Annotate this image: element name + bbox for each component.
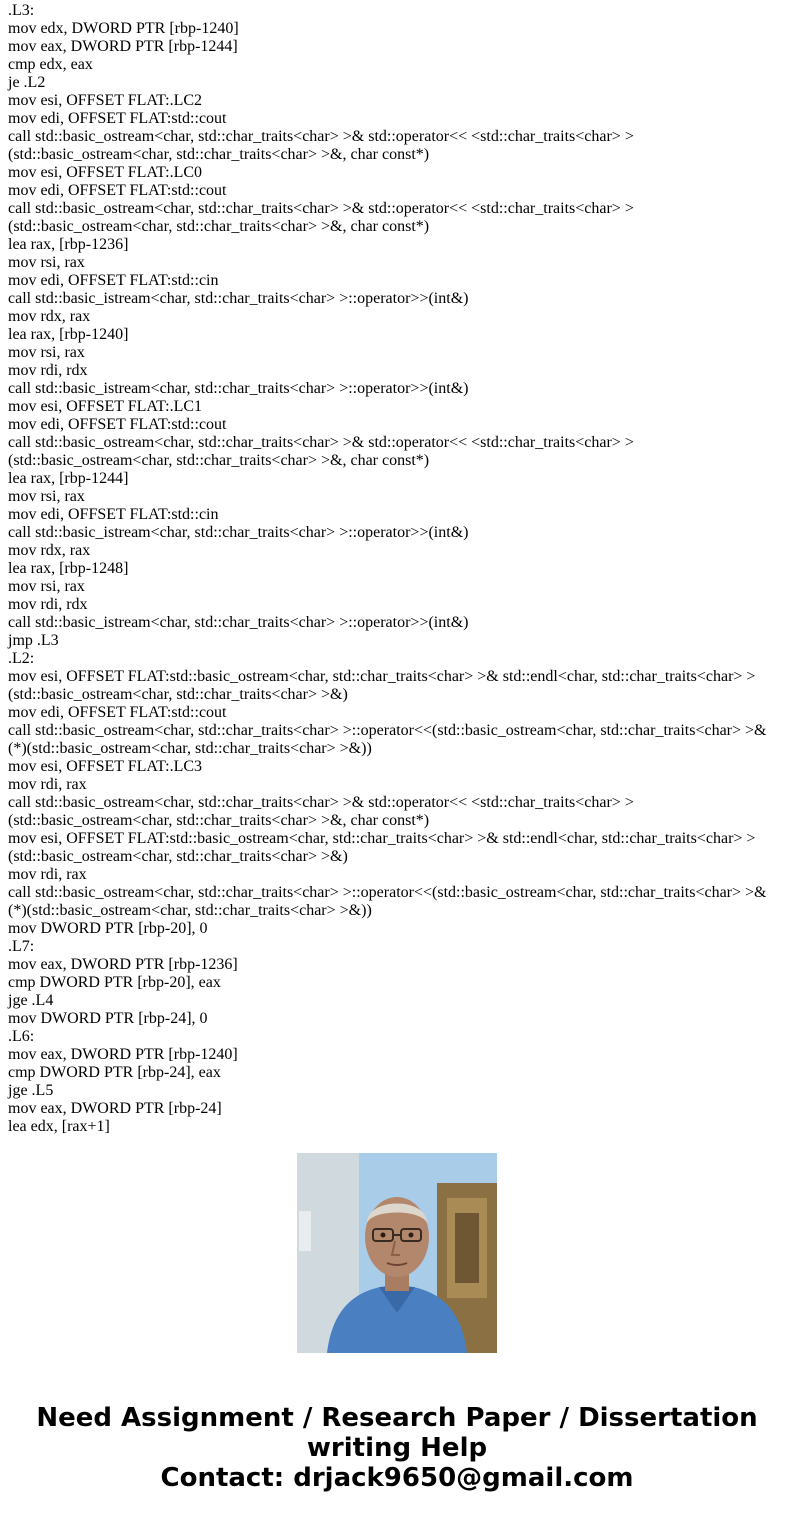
code-line: mov rsi, rax [8,578,85,595]
code-line: mov rsi, rax [8,254,85,271]
code-line: call std::basic_istream<char, std::char_traits<char> >::operator>>(int&) [8,524,469,541]
code-line: mov eax, DWORD PTR [rbp-24] [8,1100,222,1117]
code-line: mov edi, OFFSET FLAT:std::cin [8,506,219,523]
code-line: call std::basic_ostream<char, std::char_traits<char> >& std::operator<< <std::char_traits<char> > (std::basic_ostream<char, std::char_traits<char> >&, char const*) [8,794,638,829]
code-line: mov rdi, rax [8,776,87,793]
code-line: lea rax, [rbp-1248] [8,560,129,577]
code-line: jmp .L3 [8,632,59,649]
code-line: call std::basic_ostream<char, std::char_traits<char> >& std::operator<< <std::char_traits<char> > (std::basic_ostream<char, std::char_traits<char> >&, char const*) [8,200,638,235]
code-line: mov DWORD PTR [rbp-24], 0 [8,1010,208,1027]
code-line: jge .L5 [8,1082,54,1099]
code-line: .L6: [8,1028,35,1045]
code-line: mov edi, OFFSET FLAT:std::cout [8,182,227,199]
code-line: mov rdi, rdx [8,362,88,379]
code-line: lea edx, [rax+1] [8,1118,110,1135]
code-line: mov DWORD PTR [rbp-20], 0 [8,920,208,937]
code-line: mov esi, OFFSET FLAT:.LC0 [8,164,203,181]
code-line: cmp DWORD PTR [rbp-20], eax [8,974,221,991]
code-line: mov esi, OFFSET FLAT:.LC3 [8,758,203,775]
code-line: mov edx, DWORD PTR [rbp-1240] [8,20,239,37]
code-line: mov esi, OFFSET FLAT:.LC2 [8,92,203,109]
code-line: call std::basic_istream<char, std::char_traits<char> >::operator>>(int&) [8,380,469,397]
code-line: je .L2 [8,74,46,91]
assembly-code [8,0,788,1136]
code-line: mov eax, DWORD PTR [rbp-1236] [8,956,238,973]
promo-line-2: writing Help [306,1433,488,1463]
code-line: mov eax, DWORD PTR [rbp-1244] [8,38,238,55]
code-line: mov eax, DWORD PTR [rbp-1240] [8,1046,238,1063]
code-line: mov edi, OFFSET FLAT:std::cout [8,416,227,433]
code-line: call std::basic_istream<char, std::char_traits<char> >::operator>>(int&) [8,290,469,307]
code-line: mov esi, OFFSET FLAT:std::basic_ostream<char, std::char_traits<char> >& std::endl<char, std::char_traits<char> > (std::basic_ostream<char, std::char_traits<char> >&) [8,830,760,865]
code-line: mov rdi, rdx [8,596,88,613]
code-line: mov edi, OFFSET FLAT:std::cout [8,704,227,721]
code-line: .L3: [8,2,35,19]
code-line: mov edi, OFFSET FLAT:std::cout [8,110,227,127]
code-line: cmp edx, eax [8,56,93,73]
code-line: call std::basic_ostream<char, std::char_traits<char> >& std::operator<< <std::char_traits<char> > (std::basic_ostream<char, std::char_traits<char> >&, char const*) [8,434,638,469]
code-line: .L7: [8,938,35,955]
promo-line-3: Contact: drjack9650@gmail.com [160,1463,634,1493]
author-avatar [297,1153,497,1353]
code-line: mov rdx, rax [8,308,91,325]
code-line: call std::basic_ostream<char, std::char_traits<char> >::operator<<(std::basic_ostream<char, std::char_traits<char> >& (*)(std::basic_ostream<char, std::char_traits<char> >&)) [8,884,771,919]
code-line: mov edi, OFFSET FLAT:std::cin [8,272,219,289]
code-line: mov esi, OFFSET FLAT:.LC1 [8,398,203,415]
code-line: .L2: [8,650,35,667]
code-line: call std::basic_istream<char, std::char_traits<char> >::operator>>(int&) [8,614,469,631]
code-line: cmp DWORD PTR [rbp-24], eax [8,1064,221,1081]
promo-line-1: Need Assignment / Research Paper / Dissertation [36,1403,758,1433]
code-line: mov rdx, rax [8,542,91,559]
code-line: lea rax, [rbp-1236] [8,236,129,253]
code-line: mov rsi, rax [8,344,85,361]
person-portrait-icon [297,1153,497,1353]
code-line: call std::basic_ostream<char, std::char_traits<char> >& std::operator<< <std::char_traits<char> > (std::basic_ostream<char, std::char_traits<char> >&, char const*) [8,128,638,163]
code-line: jge .L4 [8,992,54,1009]
code-line: call std::basic_ostream<char, std::char_traits<char> >::operator<<(std::basic_ostream<char, std::char_traits<char> >& (*)(std::basic_ostream<char, std::char_traits<char> >&)) [8,722,771,757]
code-line: mov rdi, rax [8,866,87,883]
code-line: mov rsi, rax [8,488,85,505]
promo-banner [0,1403,794,1493]
code-line: mov esi, OFFSET FLAT:std::basic_ostream<char, std::char_traits<char> >& std::endl<char, std::char_traits<char> > (std::basic_ostream<char, std::char_traits<char> >&) [8,668,760,703]
code-line: lea rax, [rbp-1240] [8,326,129,343]
code-line: lea rax, [rbp-1244] [8,470,129,487]
